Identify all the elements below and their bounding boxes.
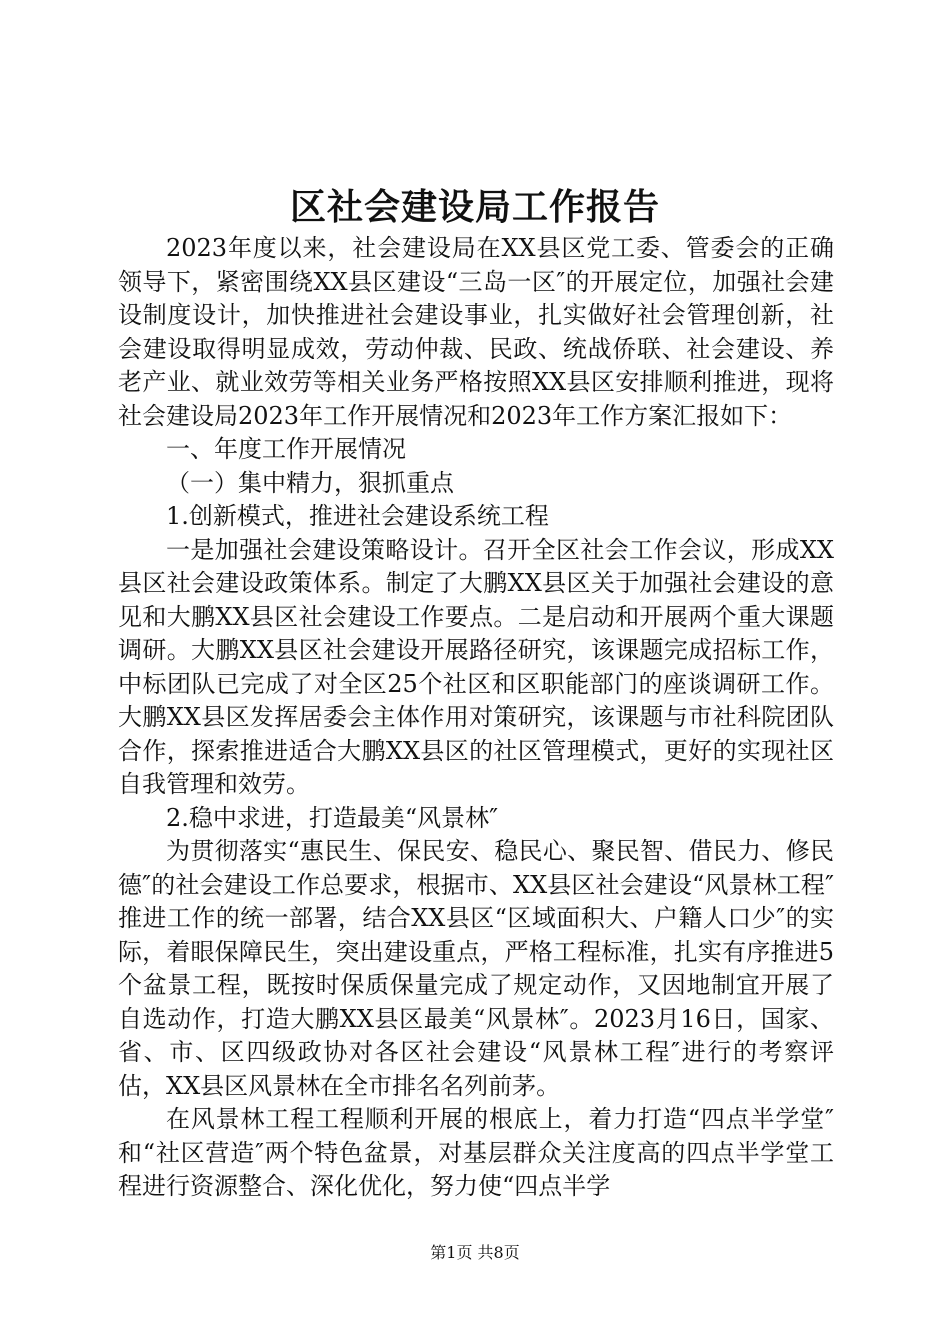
paragraph-item-2: 为贯彻落实“惠民生、保民安、稳民心、聚民智、借民力、修民德″的社会建设工作总要求，根据市、XX县区社会建设“风景林工程″推进工作的统一部署，结合XX县区“区域面积大、户籍人口少″的实际，着眼保障民生，突出建设重点，严格工程标准，扎实有序推进5个盆景工程，既按时保质保量完成了规定动作，又因地制宜开展了自选动作，打造大鹏XX县区最美“风景林″。2023月16日，国家、省、市、区四级政协对各区社会建设“风景林工程″进行的考察评估，XX县区风景林在全市排名名列前茅。 xyxy=(118,837,834,1100)
paragraph-item-2-continued: 在风景林工程工程顺利开展的根底上，着力打造“四点半学堂″和“社区营造″两个特色盆景，对基层群众关注度高的四点半学堂工程进行资源整合、深化优化，努力使“四点半学 xyxy=(118,1105,834,1200)
document-body xyxy=(118,232,834,1204)
document-title: 区社会建设局工作报告 xyxy=(289,186,660,228)
paragraph-item-1: 一是加强社会建设策略设计。召开全区社会工作会议，形成XX县区社会建设政策体系。制定了大鹏XX县区关于加强社会建设的意见和大鹏XX县区社会建设工作要点。二是启动和开展两个重大课题调研。大鹏XX县区社会建设开展路径研究，该课题完成招标工作，中标团队已完成了对全区25个社区和区职能部门的座谈调研工作。大鹏XX县区发挥居委会主体作用对策研究，该课题与市社科院团队合作，探索推进适合大鹏XX县区的社区管理模式，更好的实现社区自我管理和效劳。 xyxy=(118,535,834,798)
heading-subsection-1: （一）集中精力，狠抓重点 xyxy=(166,468,454,497)
paragraph-intro: 2023年度以来，社会建设局在XX县区党工委、管委会的正确领导下，紧密围绕XX县区建设“三岛一区″的开展定位，加强社会建设制度设计，加快推进社会建设事业，扎实做好社会管理创新，社会建设取得明显成效，劳动仲裁、民政、统战侨联、社会建设、养老产业、就业效劳等相关业务严格按照XX县区安排顺利推进，现将社会建设局2023年工作开展情况和2023年工作方案汇报如下： xyxy=(118,234,834,430)
heading-item-1: 1.创新模式，推进社会建设系统工程 xyxy=(166,502,549,530)
page-number-footer: 第1页 共8页 xyxy=(430,1243,520,1262)
heading-section-1: 一、年度工作开展情况 xyxy=(166,435,406,463)
heading-item-2: 2.稳中求进，打造最美“风景林″ xyxy=(166,803,499,832)
